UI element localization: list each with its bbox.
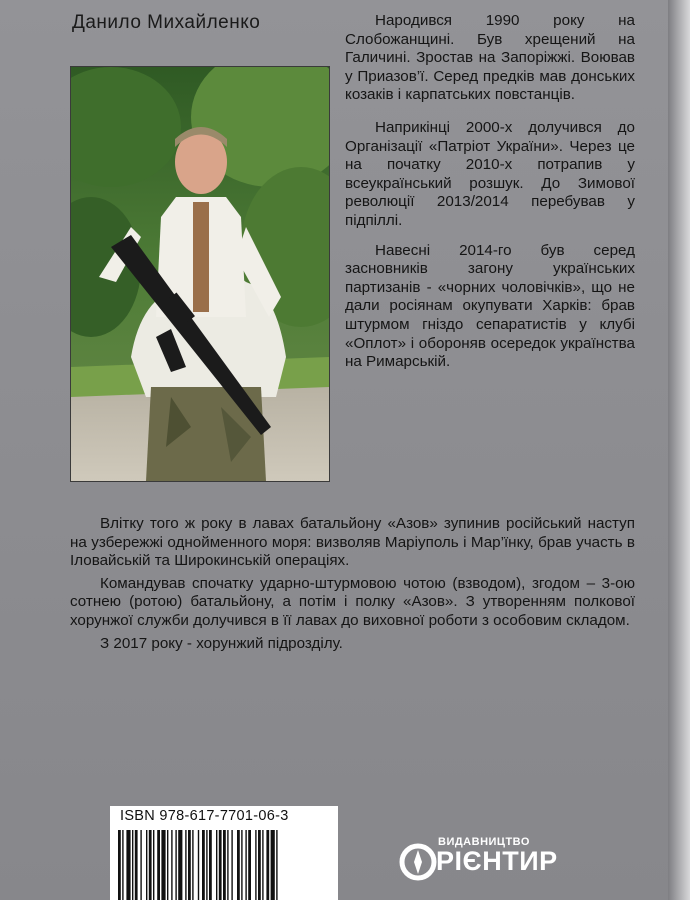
bio-column-right: [345, 12, 635, 372]
bio-column-full: [70, 515, 635, 653]
author-photo: [70, 66, 330, 482]
bio-paragraph: Командував спочатку ударно-штурмовою чотою (взводом), згодом – 3-ою сотнею (ротою) батальйону, а потім і полку «Азов». З утворенням полкової хорунжої служби долучився в її лавах до виховної роботи з особовим складом.: [70, 574, 635, 629]
bio-paragraph: Наприкінці 2000-х долучився до Організації «Патріот України». Через це на початку 2010-х потрапив у всеукраїнський розшук. До Зимової революції 2013/2014 перебував у підпіллі.: [345, 118, 635, 229]
isbn-text: ISBN 978-617-7701-06-3: [120, 808, 289, 824]
compass-logo-icon: [398, 842, 438, 882]
publisher-label: ВИДАВНИЦТВО: [438, 836, 530, 848]
cover-edge: [668, 0, 690, 900]
bio-paragraph: Влітку того ж року в лавах батальйону «Азов» зупинив російський наступ на узбережжі однойменного моря: визволяв Маріуполь і Мар’їнку, брав участь в Іловайській та Широкинській операціях.: [70, 515, 635, 570]
publisher-name: РІЄНТИР: [436, 846, 558, 876]
bio-paragraph: Народився 1990 року на Слобожанщині. Був хрещений на Галичині. Зростав на Запоріжжі. Воював у Приазов’ї. Серед предків мав донських козаків і карпатських повстанців.: [345, 12, 635, 104]
bio-paragraph: З 2017 року - хорунжий підрозділу.: [100, 634, 343, 652]
publisher-logo: [398, 836, 598, 886]
isbn-barcode: [110, 806, 338, 900]
author-name: Данило Михайленко: [72, 12, 261, 33]
barcode-icon: [118, 830, 330, 900]
bio-paragraph: Навесні 2014-го був серед засновників загону українських партизанів - «чорних чоловічків», що не дали росіянам окупувати Харків: брав штурмом гніздо сепаратистів у клубі «Оплот» і обороняв осередок українства на Римарській.: [345, 241, 635, 371]
photo-illustration: [71, 67, 329, 481]
